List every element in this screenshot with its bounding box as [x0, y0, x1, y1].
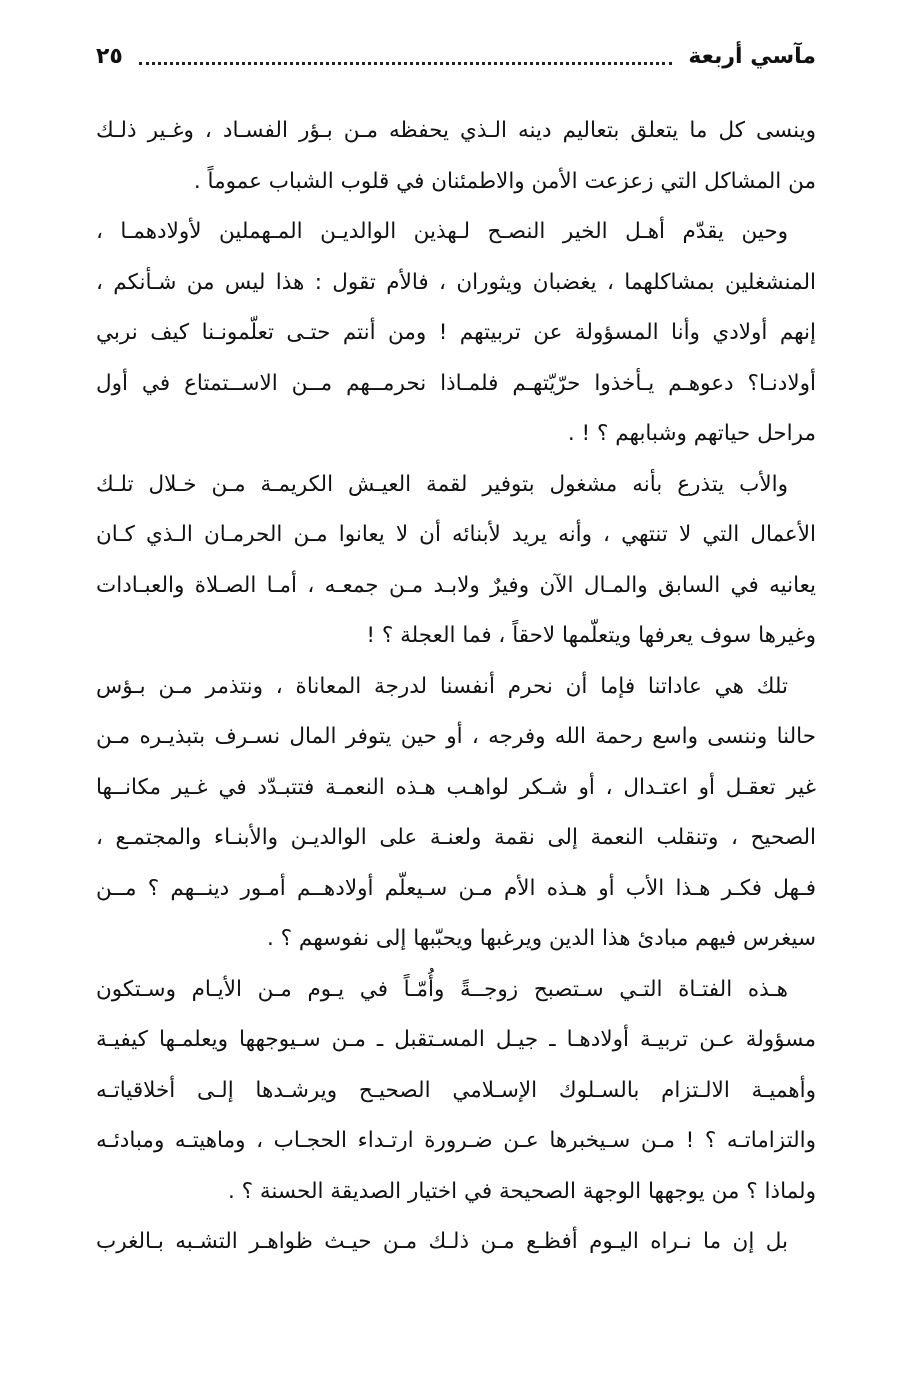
text-line: الأعمال التي لا تنتهي ، وأنه يريد لأبنائه أن لا يعانوا مـن الحرمـان الـذي كـان: [96, 522, 816, 547]
text-line: سيغرس فيهم مبادئ هذا الدين ويرغبها ويحبّبها إلى نفوسهم ؟ .: [266, 926, 816, 951]
paragraph: [96, 965, 816, 1218]
paragraph: [96, 460, 816, 662]
text-line: تلك هي عاداتنا فإما أن نحرم أنفسنا لدرجة المعاناة ، ونتذمر مـن بـؤس: [96, 673, 788, 699]
text-line: من المشاكل التي زعزعت الأمن والاطمئنان في قلوب الشباب عموماً .: [193, 168, 816, 194]
text-line: الصحيح ، وتنقلب النعمة إلى نقمة ولعنـة على الوالديـن والأبنـاء والمجتمـع ،: [96, 825, 816, 850]
running-title: مآسي أربعة: [688, 43, 816, 69]
paragraph: [96, 207, 816, 460]
page-number: ٢٥: [96, 43, 123, 69]
text-line: والأب يتذرع بأنه مشغول بتوفير لقمة العيـش الكريمـة مـن خـلال تلـك: [96, 471, 788, 497]
page-header: [96, 36, 816, 76]
text-line: ولماذا ؟ من يوجهها الوجهة الصحيحة في اختيار الصديقة الحسنة ؟ .: [227, 1178, 816, 1204]
text-line: مراحل حياتهم وشبابهم ؟ ! .: [567, 421, 816, 446]
text-line: فـهل فكـر هـذا الأب أو هـذه الأم مـن سـيعلّم أولادهــم أمـور دينــهم ؟ مــن: [96, 875, 816, 901]
paragraph: [96, 1217, 816, 1268]
body-text: [96, 106, 816, 1268]
text-line: والتزاماتـه ؟ ! مـن سـيخبرها عـن ضـرورة ارتـداء الحجـاب ، وماهيتـه ومبادئـه: [96, 1128, 816, 1153]
paragraph: [96, 106, 816, 207]
text-line: مسؤولة عـن تربيـة أولادهـا ـ جيـل المسـتقبل ـ مـن سـيوجهها ويعلمـها كيفيـة: [96, 1027, 816, 1052]
text-line: وغيرها سوف يعرفها ويتعلّمها لاحقاً ، فما العجلة ؟ !: [366, 623, 816, 648]
text-line: يعانيه في السابق والمـال الآن وفيرٌ ولابـد مـن جمعـه ، أمـا الصـلاة والعبـادات: [96, 572, 816, 598]
text-line: وينسى كل ما يتعلق بتعاليم دينه الـذي يحفظه مـن بـؤر الفسـاد ، وغـير ذلـك: [96, 118, 816, 143]
text-line: غير تعقـل أو اعتـدال ، أو شـكر لواهـب هـذه النعمـة فتتبـدّد في غـير مكانــها: [96, 774, 816, 800]
text-line: هـذه الفتـاة التـي سـتصبح زوجــةً وأُمّـاً في يـوم مـن الأيـام وسـتكون: [96, 976, 788, 1002]
text-line: حالنا وننسى واسع رحمة الله وفرجه ، أو حين يتوفر المال نسـرف بتبذيـره مـن: [96, 724, 816, 749]
text-line: المنشغلين بمشاكلهما ، يغضبان ويثوران ، فالأم تقول : هذا ليس من شـأنكم ،: [96, 269, 816, 295]
text-line: بل إن ما نـراه اليـوم أفظـع مـن ذلـك مـن حيـث ظواهـر التشـبه بـالغرب: [96, 1229, 788, 1254]
paragraph: [96, 662, 816, 965]
text-line: وأهميـة الالـتزام بالسـلوك الإسـلامي الصحيـح ويرشـدها إلـى أخلاقياتـه: [96, 1077, 816, 1103]
text-line: وحين يقدّم أهـل الخير النصـح لـهذين الوالديـن المـهملين لأولادهمـا ،: [96, 219, 788, 244]
text-line: إنهم أولادي وأنا المسؤولة عن تربيتهم ! ومن أنتم حتـى تعلّمونـنا كيف نربي: [96, 320, 816, 345]
header-dotted-leader: [139, 60, 672, 65]
text-line: أولادنـا؟ دعوهـم يـأخذوا حرّيّتهـم فلمـاذا نحرمــهم مــن الاســتمتاع في أول: [96, 370, 816, 396]
